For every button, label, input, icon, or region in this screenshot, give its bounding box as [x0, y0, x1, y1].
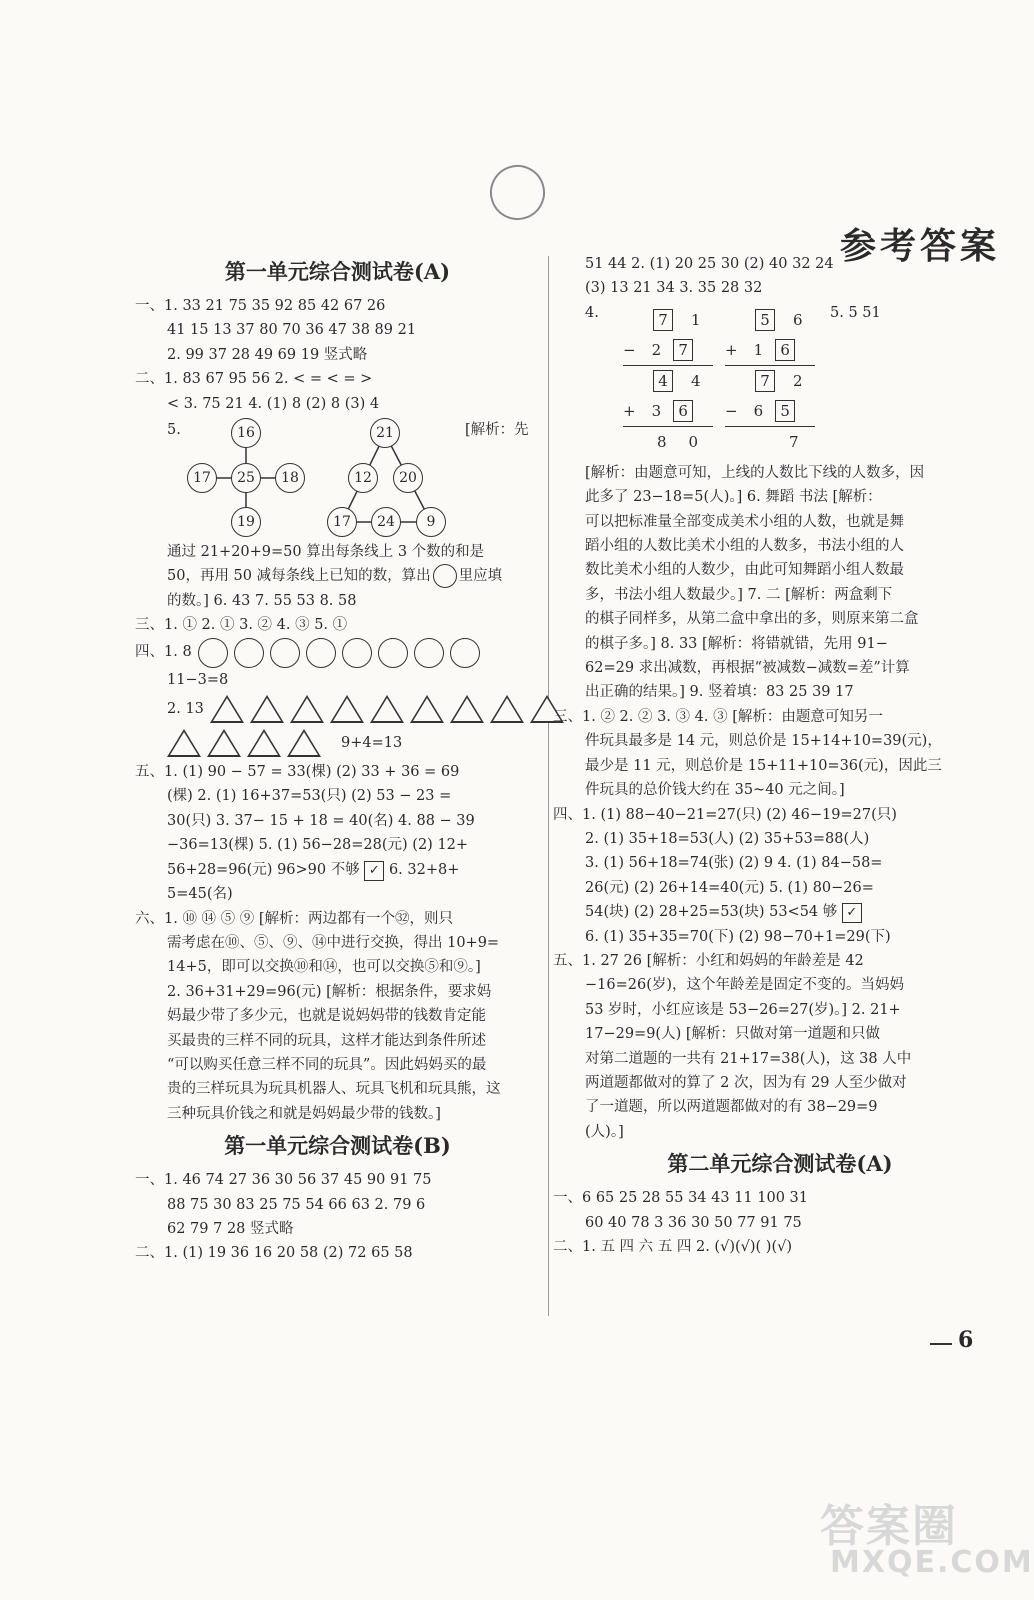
answer-line: 的棋子同样多，从第二盒中拿出的多，则原来第二盒	[585, 611, 919, 628]
answer-line: 了一道题，所以两道题都做对的有 38−29=9	[585, 1099, 878, 1116]
vertical-calculation	[585, 301, 975, 461]
answer-line: 三种玩具价钱之和就是妈妈最少带的钱数。]	[167, 1105, 441, 1122]
number-circle: 17	[187, 463, 217, 493]
answer-line: 一、1. 46 74 27 36 30 56 37 45 90 91 75	[135, 1172, 432, 1189]
number-circle: 19	[231, 507, 261, 537]
answer-line	[135, 564, 540, 588]
answer-line: −36=13(棵) 5. (1) 56−28=28(元) (2) 12+	[167, 837, 469, 854]
column-divider	[548, 256, 549, 1316]
number-circle: 24	[371, 507, 401, 537]
answer-line: 2. (1) 35+18=53(人) (2) 35+53=88(人)	[585, 830, 870, 847]
number-circle: 16	[231, 418, 261, 448]
answer-box: 7	[653, 309, 673, 331]
triangle-icon	[330, 695, 364, 723]
watermark-logo: 答案圈	[820, 1501, 958, 1552]
answer-line: 26(元) (2) 26+14=40(元) 5. (1) 80−26=	[585, 879, 874, 896]
right-column	[553, 252, 975, 1259]
answer-line: 2. 36+31+29=96(元) [解析：根据条件，要求妈	[167, 983, 492, 1000]
answer-line: 三、1. ② 2. ② 3. ③ 4. ③ [解析：由题意可知另一	[553, 708, 883, 725]
answer-line: 51 44 2. (1) 20 25 30 (2) 40 32 24	[585, 256, 834, 272]
operator: +	[725, 340, 738, 359]
circle-figure	[135, 418, 540, 538]
answer-line	[135, 726, 540, 760]
circle-icon	[306, 638, 336, 668]
triangle-icon	[410, 695, 444, 723]
answer-text: 54(块) (2) 28+25=53(块) 53<54 够	[585, 904, 838, 921]
answer-line: 6. (1) 35+35=70(下) (2) 98−70+1=29(下)	[585, 928, 891, 945]
answer-box: 6	[775, 339, 795, 361]
answer-line: 11−3=8	[167, 671, 229, 688]
answer-text: 56+28=96(元) 96>90 不够	[167, 861, 360, 878]
number-circle: 21	[370, 418, 400, 448]
calc-a	[623, 305, 713, 457]
answer-line: 30(只) 3. 37− 15 + 18 = 40(名) 4. 88 − 39	[167, 812, 475, 829]
answer-line: (人)。]	[585, 1123, 624, 1140]
circle-icon	[234, 638, 264, 668]
answer-line: 二、1. 五 四 六 五 四 2. (√)(√)( )(√)	[553, 1239, 793, 1255]
triangle-icon	[250, 695, 284, 723]
digit: 8	[657, 432, 667, 451]
section-title: 第二单元综合测试卷(A)	[667, 1151, 893, 1177]
answer-line: −16=26(岁)，这个年龄差是固定不变的。当妈妈	[585, 977, 905, 994]
number-circle: 9	[416, 507, 446, 537]
answer-line	[135, 692, 540, 726]
answer-line: 一、6 65 25 28 55 34 43 11 100 31	[553, 1190, 808, 1207]
answer-line: 二、1. 83 67 95 56 2. < = < = >	[135, 371, 373, 388]
triangle-icon	[290, 695, 324, 723]
answer-line: 三、1. ① 2. ① 3. ② 4. ③ 5. ①	[135, 617, 348, 634]
answer-line: 4.	[585, 304, 599, 321]
answer-line: 2. 99 37 28 49 69 19 竖式略	[167, 346, 368, 363]
digit: 1	[753, 340, 764, 359]
answer-box: 4	[653, 370, 673, 392]
answer-line: (3) 13 21 34 3. 35 28 32	[585, 280, 763, 297]
circle-icon	[378, 638, 408, 668]
answer-line: 5=45(名)	[167, 886, 233, 903]
triangle-icon	[287, 729, 321, 757]
answer-line	[135, 858, 540, 882]
answer-box: 5	[775, 400, 795, 422]
answer-line: 六、1. ⑩ ⑭ ⑤ ⑨ [解析：两边都有一个㉜，则只	[135, 910, 454, 927]
calc-b	[725, 305, 815, 457]
answer-line: 贵的三样玩具为玩具机器人、玩具飞机和玩具熊，这	[167, 1081, 501, 1098]
number-circle: 12	[348, 463, 378, 493]
answer-line: 60 40 78 3 36 30 50 77 91 75	[585, 1214, 802, 1231]
answer-box: 5	[755, 309, 775, 331]
triangle-icon	[450, 695, 484, 723]
circle-icon	[450, 638, 480, 668]
page-number-dash	[930, 1343, 952, 1345]
answer-line: 62=29 求出减数，再根据“被减数−减数=差”计算	[585, 660, 910, 677]
triangle-icon	[210, 695, 244, 723]
answer-line: 出正确的结果。] 9. 竖着填：83 25 39 17	[585, 684, 854, 701]
section-title: 第一单元综合测试卷(A)	[224, 259, 451, 284]
answer-line: “可以购买任意三样不同的玩具”。因此妈妈买的最	[167, 1056, 487, 1073]
answer-box: 7	[755, 370, 775, 392]
answer-line: 通过 21+20+9=50 算出每条线上 3 个数的和是	[167, 544, 485, 561]
digit: 2	[651, 340, 662, 359]
answer-line: 41 15 13 37 80 70 36 47 38 89 21	[167, 322, 417, 339]
answer-line: 四、1. (1) 88−40−21=27(只) (2) 46−19=27(只)	[553, 806, 897, 823]
circle-icon	[433, 564, 457, 588]
circle-icon	[414, 638, 444, 668]
number-circle: 18	[275, 463, 305, 493]
page-number: 6	[958, 1327, 974, 1353]
answer-line: 件玩具的总价钱大约在 35~40 元之间。]	[585, 782, 845, 799]
digit: 2	[793, 371, 803, 390]
answer-text: 9+4=13	[341, 734, 403, 751]
answer-line: 一、1. 33 21 75 35 92 85 42 67 26	[135, 298, 386, 314]
triangle-icon	[370, 695, 404, 723]
digit: 6	[793, 310, 803, 329]
answer-line: 件玩具最多是 14 元，则总价是 15+14+10=39(元)，	[585, 733, 942, 750]
left-column	[135, 252, 540, 1266]
operator: −	[623, 340, 636, 359]
answer-line: 两道题都做对的算了 2 次，因为有 29 人至少做对	[585, 1074, 907, 1091]
answer-box: 7	[673, 339, 693, 361]
answer-line: [解析：先	[465, 422, 529, 439]
answer-line: 3. (1) 56+18=74(张) (2) 9 4. (1) 84−58=	[585, 855, 883, 872]
answer-line: 蹈小组的人数比美术小组的人数多，书法小组的人	[585, 538, 904, 555]
digit: 1	[691, 310, 701, 329]
operator: −	[725, 401, 738, 420]
answer-line: 62 79 7 28 竖式略	[167, 1220, 294, 1237]
circle-icon	[270, 638, 300, 668]
answer-line: 可以把标准量全部变成美术小组的人数，也就是舞	[585, 513, 904, 530]
triangle-icon	[207, 729, 241, 757]
answer-line: 53 岁时，小红应该是 53−26=27(岁)。] 2. 21+	[585, 1001, 901, 1018]
answer-line: 妈最少带了多少元，也就是说妈妈带的钱数肯定能	[167, 1008, 486, 1025]
answer-line: 的数。] 6. 43 7. 55 53 8. 58	[167, 592, 357, 609]
section-title: 第一单元综合测试卷(B)	[224, 1133, 451, 1159]
digit: 6	[753, 401, 764, 420]
circle-icon	[342, 638, 372, 668]
answer-line: 14+5，即可以交换⑩和⑭，也可以交换⑤和⑨。]	[167, 959, 481, 976]
answer-line: 买最贵的三样不同的玩具，这样才能达到条件所述	[167, 1032, 486, 1049]
number-circle: 25	[231, 463, 261, 493]
digit: 3	[651, 401, 662, 420]
answer-line: 最少是 11 元，则总价是 15+11+10=36(元)，因此三	[585, 757, 942, 774]
page-title: 参考答案	[840, 225, 1001, 267]
answer-line: 5.	[167, 422, 181, 439]
answer-text: 四、1. 8	[135, 644, 192, 661]
answer-line	[585, 900, 975, 924]
answer-box: 6	[673, 400, 693, 422]
answer-line: [解析：由题意可知，上线的人数比下线的人数多，因	[585, 464, 925, 481]
answer-line: 数比美术小组的人数少，由此可知舞蹈小组人数最	[585, 562, 904, 579]
answer-line: (棵) 2. (1) 16+37=53(只) (2) 53 − 23 =	[167, 788, 452, 805]
answer-line: 多，书法小组人数最少。] 7. 二 [解析：两盒剩下	[585, 586, 893, 603]
digit: 4	[691, 371, 701, 390]
triangle-icon	[490, 695, 524, 723]
triangle-icon	[247, 729, 281, 757]
triangle-icon	[167, 729, 201, 757]
digit: 0	[688, 432, 699, 451]
answer-line: 二、1. (1) 19 36 16 20 58 (2) 72 65 58	[135, 1245, 413, 1262]
answer-line: 五、1. (1) 90 − 57 = 33(棵) (2) 33 + 36 = 69	[135, 764, 460, 781]
answer-line: < 3. 75 21 4. (1) 8 (2) 8 (3) 4	[167, 395, 380, 412]
operator: +	[623, 401, 636, 420]
answer-text: 里应填	[458, 568, 503, 585]
number-circle: 17	[327, 507, 357, 537]
answer-line: 五、1. 27 26 [解析：小红和妈妈的年龄差是 42	[553, 952, 864, 969]
answer-text: 2. 13	[167, 700, 204, 717]
digit: 7	[789, 432, 799, 451]
answer-line	[135, 638, 540, 668]
check-box: ✓	[842, 903, 862, 923]
answer-line: 对第二道题的一共有 21+17=38(人)，这 38 人中	[585, 1050, 912, 1067]
answer-text: 6. 32+8+	[388, 861, 460, 878]
answer-line: 88 75 30 83 25 75 54 66 63 2. 79 6	[167, 1196, 426, 1213]
answer-line: 5. 5 51	[830, 304, 881, 321]
answer-line: 需考虑在⑩、⑤、⑨、⑭中进行交换，得出 10+9=	[167, 934, 500, 951]
answer-line: 此多了 23−18=5(人)。] 6. 舞蹈 书法 [解析：	[585, 489, 882, 506]
stamp-seal	[483, 158, 552, 227]
circle-icon	[198, 638, 228, 668]
answer-line: 的棋子多。] 8. 33 [解析：将错就错，先用 91−	[585, 635, 888, 652]
watermark-url: MXQE.COM	[830, 1545, 1034, 1580]
check-box: ✓	[364, 861, 384, 881]
answer-line: 17−29=9(人) [解析：只做对第一道题和只做	[585, 1026, 881, 1043]
answer-text: 50，再用 50 减每条线上已知的数，算出	[167, 568, 431, 585]
number-circle: 20	[393, 463, 423, 493]
